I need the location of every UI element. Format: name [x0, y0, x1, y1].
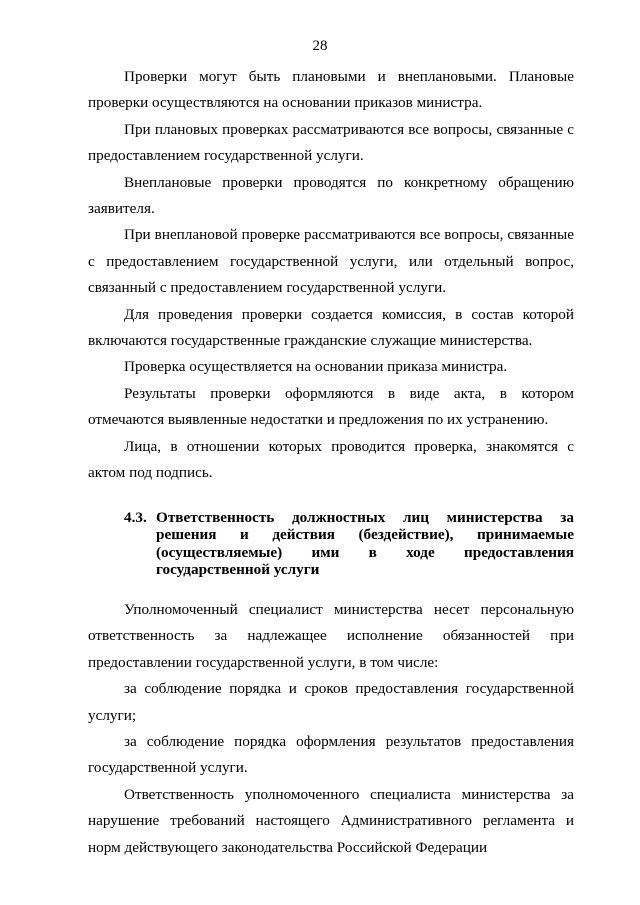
paragraph-commission: Для проведения проверки создается комиссия, в состав которой включаются государственные гражданские служащие министерства. [88, 305, 574, 350]
spacer [88, 579, 574, 597]
section-number: 4.3. [124, 508, 147, 526]
paragraph-inspection-results: Результаты проверки оформляются в виде акта, в котором отмечаются выявленные недостатки и предложения по их устранению. [88, 384, 574, 429]
paragraph-acquaintance: Лица, в отношении которых проводится проверка, знакомятся с актом под подпись. [88, 437, 574, 482]
section-heading [88, 509, 574, 579]
paragraph-personal-responsibility: Уполномоченный специалист министерства несет персональную ответственность за надлежащее исполнение обязанностей при предоставлении государственной услуги, в том числе: [88, 600, 574, 671]
spacer [88, 487, 574, 509]
paragraph-planned-inspections-scope: При плановых проверках рассматриваются все вопросы, связанные с предоставлением государственной услуги. [88, 120, 574, 165]
section-title: Ответственность должностных лиц министерства за решения и действия (бездействие), принимаемые (осуществляемые) ими в ходе предоставления государственной услуги [156, 508, 574, 579]
paragraph-unplanned-inspections: Внеплановые проверки проводятся по конкретному обращению заявителя. [88, 173, 574, 218]
paragraph-responsibility-results: за соблюдение порядка оформления результатов предоставления государственной услуги. [88, 732, 574, 777]
paragraph-planned-inspections: Проверки могут быть плановыми и внеплановыми. Плановые проверки осуществляются на основании приказов министра. [88, 68, 574, 112]
paragraph-unplanned-inspections-scope: При внеплановой проверке рассматриваются все вопросы, связанные с предоставлением государственной услуги, или отдельный вопрос, связанный с предоставлением государственной услуги. [88, 226, 574, 297]
document-body [88, 64, 574, 861]
paragraph-responsibility-deadlines: за соблюдение порядка и сроков предоставления государственной услуги; [88, 680, 574, 724]
paragraph-inspection-order: Проверка осуществляется на основании приказа министра. [124, 358, 508, 376]
paragraph-violation-responsibility: Ответственность уполномоченного специалиста министерства за нарушение требований настоящего Административного регламента и норм действующего законодательства Российской Федерации [88, 785, 574, 856]
page-number: 28 [312, 38, 328, 54]
